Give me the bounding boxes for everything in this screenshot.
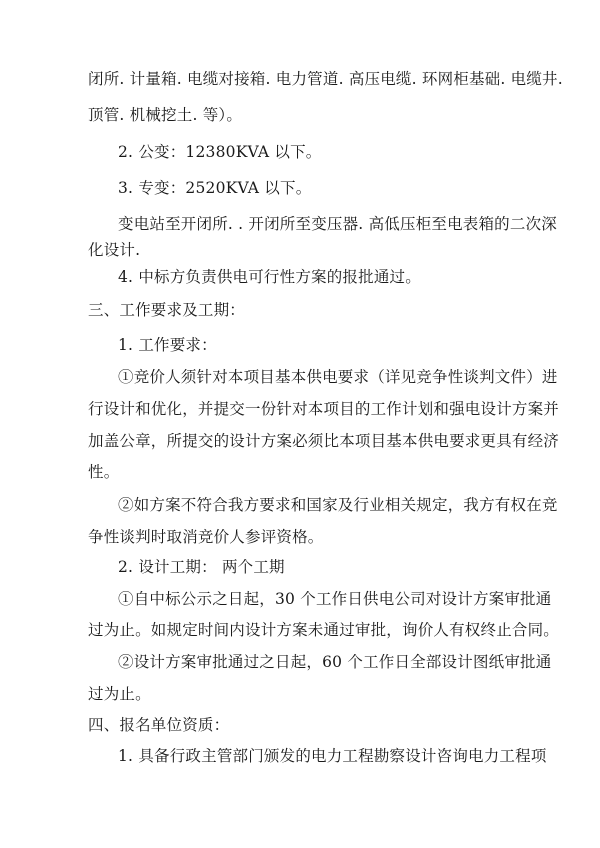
text-line: 变电站至开闭所. . 开闭所至变压器. 高低压柜至电表箱的二次深 bbox=[118, 215, 557, 233]
text-line: 过为止。 bbox=[88, 685, 151, 703]
text-line: 3. 专变：2520KVA 以下。 bbox=[118, 179, 312, 197]
text-line: ①竞价人须针对本项目基本供电要求（详见竞争性谈判文件）进 bbox=[118, 368, 558, 386]
text-line: 加盖公章，所提交的设计方案必须比本项目基本供电要求更具有经济 bbox=[88, 432, 560, 450]
text-line: 化设计. bbox=[88, 241, 141, 259]
text-line: 4. 中标方负责供电可行性方案的报批通过。 bbox=[118, 268, 421, 286]
section-heading: 四、报名单位资质： bbox=[88, 716, 230, 734]
text-line: 顶管. 机械挖土. 等）。 bbox=[88, 106, 243, 124]
text-line: 行设计和优化，并提交一份针对本项目的工作计划和强电设计方案并 bbox=[88, 400, 560, 418]
subsection-heading: 1. 工作要求： bbox=[118, 336, 217, 354]
text-line: ②如方案不符合我方要求和国家及行业相关规定，我方有权在竞 bbox=[118, 496, 558, 514]
text-line: 过为止。如规定时间内设计方案未通过审批，询价人有权终止合同。 bbox=[88, 621, 560, 639]
text-line: 2. 公变：12380KVA 以下。 bbox=[118, 143, 322, 161]
section-heading: 三、工作要求及工期： bbox=[88, 301, 246, 319]
subsection-heading: 2. 设计工期： 两个工期 bbox=[118, 558, 285, 576]
text-line: 闭所. 计量箱. 电缆对接箱. 电力管道. 高压电缆. 环网柜基础. 电缆井. bbox=[88, 70, 563, 88]
text-line: 性。 bbox=[88, 463, 120, 481]
text-line: 1. 具备行政主管部门颁发的电力工程勘察设计咨询电力工程项 bbox=[118, 747, 547, 765]
text-line: 争性谈判时取消竞价人参评资格。 bbox=[88, 528, 324, 546]
text-line: ①自中标公示之日起，30 个工作日供电公司对设计方案审批通 bbox=[118, 590, 552, 608]
text-line: ②设计方案审批通过之日起，60 个工作日全部设计图纸审批通 bbox=[118, 653, 552, 671]
